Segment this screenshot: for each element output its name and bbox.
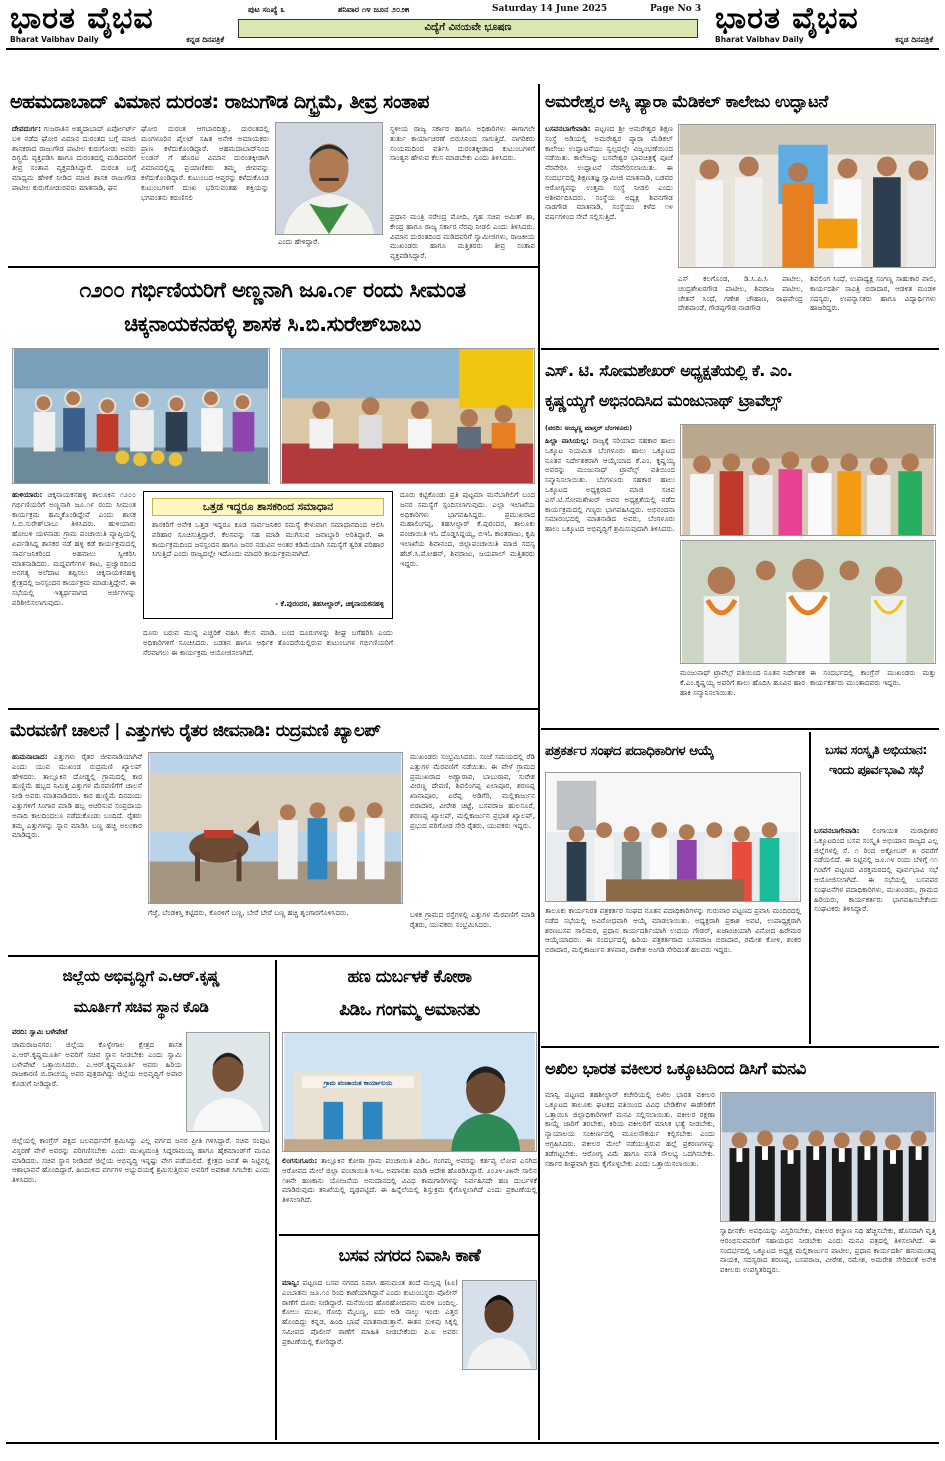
a4-caption: ಮಂಜುನಾಥ್ ಟ್ರಾವೆಲ್ಸ್ ವತಿಯಿಂದ ನೂತನ ನಿರ್ದೇಶಕ ಕೆ.ಎಂ.ಕೃಷ್ಣಯ್ಯ ಅವರಿಗೆ ಶಾಲು ಹೊದಿಸಿ ಹೂವಿನ ಹಾರ ಹಾಕಿ ಸನ್ಮಾನಿಸಲಾಯಿತು. — [680, 668, 805, 697]
logo-subtitle-en: Bharat Vaibhav Daily — [10, 35, 99, 44]
a9-col1 — [282, 1156, 537, 1230]
journalists-group-image — [546, 773, 800, 901]
logo-subtitle — [715, 35, 943, 45]
garland-honor-image — [681, 541, 935, 663]
logo-subtitle-kn: ಕನ್ನಡ ದಿನಪತ್ರಿಕೆ — [186, 35, 224, 44]
divider — [8, 266, 538, 268]
lawyers-memorandum-image — [721, 1093, 935, 1221]
a10-photo — [720, 1092, 936, 1222]
event-photo-image — [13, 349, 269, 483]
a1-col1 — [12, 124, 136, 262]
divider — [541, 1046, 939, 1048]
a9-headline-2: ಪಿಡಿಒ ಗಂಗಮ್ಮ ಅಮಾನತು — [339, 1000, 480, 1020]
a8-col2: ಜಿಲ್ಲೆಯಲ್ಲಿ ಕಾಂಗ್ರೆಸ್ ಪಕ್ಷದ ಬಲವರ್ಧನೆಗೆ ಶ್ರಮಿಸಿದ್ದು ಎಲ್ಲ ವರ್ಗದ ಜನರ ಪ್ರೀತಿ ಗಳಿಸಿದ್ದಾರೆ. ಸಚಿವ ಸಂಪುಟ ವಿಸ್ತರಣೆ ವೇಳೆ ಅವರನ್ನು ಪರಿಗಣಿಸಬೇಕು ಎಂದು ಮುಖ್ಯಮಂತ್ರಿ ಸಿದ್ದರಾಮಯ್ಯ ಹಾಗೂ ಹೈಕಮಾಂಡ್‌ಗೆ ಮನವಿ ಮಾಡಿದರು. ಸಚಿವ ಸ್ಥಾನ ನೀಡಿದರೆ ಜಿಲ್ಲೆಯ ಅಭಿವೃದ್ಧಿ ಇನ್ನಷ್ಟು ವೇಗ ಪಡೆಯಲಿದೆ. ಕ್ಷೇತ್ರದ ಜನತೆ ಈ ನಿಟ್ಟಿನಲ್ಲಿ ಆಶಾಭಾವನೆ ಹೊಂದಿದ್ದಾರೆ. ಹಿಂದುಳಿದ ವರ್ಗಗಳ ಅಭ್ಯುದಯಕ್ಕೆ ಶ್ರಮಿಸುತ್ತಿರುವ ಅವರಿಗೆ ಅವಕಾಶ ಸಿಗಬೇಕು ಎಂದು ತಿಳಿಸಿದರು. — [12, 1136, 270, 1185]
a4-dateline: ಹಿಲ್ಲಾ ವಾಸಿಯಲ್ಲ: — [545, 436, 589, 445]
a9-headline-1: ಹಣ ದುರ್ಬಳಕೆ ಕೋಠಾ — [347, 967, 472, 987]
logo-subtitle — [10, 35, 238, 45]
masthead-rule — [6, 48, 939, 50]
a4-headline-1: ಎಸ್. ಟಿ. ಸೋಮಶೇಖರ್ ಅಧ್ಯಕ್ಷತೆಯಲ್ಲಿ ಕೆ. ಎಂ. — [545, 361, 793, 380]
logo-title: ಭಾರತ ವೈಭವ — [10, 1, 154, 36]
a1-col4: ಪ್ರಧಾನ ಮಂತ್ರಿ ನರೇಂದ್ರ ಮೋದಿ, ಗೃಹ ಸಚಿವ ಅಮಿತ್ ಶಾ, ಕೇಂದ್ರ ಹಾಗೂ ರಾಜ್ಯ ಸರ್ಕಾರ ನೆರವು ನೀಡಲಿ ಎಂದು ತಿಳಿಸಿದರು. ವಿಮಾನ ದುರಂತದಿಂದ ಮಡಿದವರಿಗೆ ಸ್ವಾಮೀಜಿಗಳು, ರಾಜಕೀಯ ಮುಖಂಡರು ಹಾಗೂ ಮತ್ತಿತರರು ತೀವ್ರ ಸಂತಾಪ ವ್ಯಕ್ತಪಡಿಸಿದ್ದಾರೆ. — [390, 212, 535, 261]
a4-text: ರಾಜ್ಯಕ್ಕೆ ಸರಿಯಾದ ಸಹಕಾರ ಹಾಲು ಒಕ್ಕೂಟ ನಿಯಮಿತ ಬೆಂಗಳೂರು ಹಾಲು ಒಕ್ಕೂಟದ ನೂತನ ನಿರ್ದೇಶಕರಾಗಿ ಆಯ್ಕೆಯಾದ ಕೆ.ಎಂ. ಕೃಷ್ಣಯ್ಯ ಅವರನ್ನು ಮಂಜುನಾಥ್ ಟ್ರಾವೆಲ್ಸ್ ವತಿಯಿಂದ ಸನ್ಮಾನಿಸಲಾಯಿತು. ಬೆಂಗಳೂರು ಸಹಕಾರ ಹಾಲು ಒಕ್ಕೂಟದ ಅಧ್ಯಕ್ಷರಾದ ಮಾಜಿ ಸಚಿವ ಎಸ್.ಟಿ.ಸೋಮಶೇಖರ್ ಅವರ ಅಧ್ಯಕ್ಷತೆಯಲ್ಲಿ ನಡೆದ ಕಾರ್ಯಕ್ರಮದಲ್ಲಿ ಗಣ್ಯರು ಭಾಗವಹಿಸಿದ್ದರು. ಅಭಿನಂದನಾ ಸಮಾರಂಭದಲ್ಲಿ ಮಾತನಾಡಿದ ಅವರು, ಬೆಂಗಳೂರು ಹಾಲು ಒಕ್ಕೂಟದ ಅಭಿವೃದ್ಧಿಗೆ ಶ್ರಮಿಸುವುದಾಗಿ ತಿಳಿಸಿದರು. — [545, 436, 675, 534]
divider — [541, 348, 939, 350]
masthead-logo-right — [715, 2, 943, 46]
a2-photo-right — [280, 348, 535, 484]
panchayat-office-image — [283, 1033, 536, 1151]
a1-caption: ಎಂದು ಹೇಳಿದ್ದಾರೆ. — [278, 238, 320, 246]
college-inauguration-image — [679, 125, 935, 267]
a8-byline: ವರದಿ: ಸ್ವಾಮಿ ಬಳೇಪೇಟೆ — [12, 1028, 68, 1036]
meeting-photo-image — [281, 349, 534, 483]
a3-col3: ಶಿವಲಿಂಗ ಸಿಂಧೆ, ಉಪಾಧ್ಯಕ್ಷ ಸಂಗಣ್ಣ ಸಾಹುಕಾರ ವಾಲಿ, ಕಾರ್ಯದರ್ಶಿ ಸಾವಿತ್ರಿ ಬಿರಾದಾರ, ಆಡಳಿತ ಮಂಡಳಿ ಸದಸ್ಯರು, ಉಪನ್ಯಾಸಕರು ಹಾಗೂ ವಿದ್ಯಾರ್ಥಿಗಳು ಹಾಜರಿದ್ದರು. — [810, 274, 936, 313]
office-sign-text: ಗ್ರಾಮ ಪಂಚಾಯತ ಕಾರ್ಯಾಲಯ — [323, 1079, 393, 1088]
a7-headline: ಬಸವ ಸಂಸ್ಕೃತಿ ಅಭಿಯಾನ: ಇಂದು ಪೂರ್ವಭಾವಿ ಸಭೆ — [825, 742, 927, 777]
a2-inset-body: ಶಾಸಕರಿಗೆ ಅನೇಕ ಒತ್ತಡ ಇದ್ದರೂ ಕೂಡ ಸಾರ್ವಜನಿಕರ ಸಮಸ್ಯೆ ಕೇಳುವಾಗ ಸಮಾಧಾನದಿಂದ ಆಲಿಸಿ ಪರಿಹಾರ ಸೂಚಿಸುತ್ತಿದ್ದಾರೆ. ಕೆಲಸವನ್ನು ಸಹ ಮಾಡಿ ಮುಗಿಸುವ ಜವಾಬ್ದಾರಿ ಅರಿತಿದ್ದಾರೆ. ಈ ಕಾರ್ಯಕ್ರಮದಿಂದ ಜನಸ್ಪಂದನ ಹಾಗೂ ಜನರ ನಡುವಿನ ಅಂತರ ಕಡಿಮೆಯಾಗಿ ಸಮಸ್ಯೆಗೆ ತ್ವರಿತ ಪರಿಹಾರ ಸಿಗುತ್ತಿದೆ ಎಂದು ರಾಜ್ಯದಲ್ಲೇ ಇದೊಂದು ಮಾದರಿ ಕಾರ್ಯಕ್ರಮವಾಗಿದೆ. — [152, 520, 384, 559]
a5-text: ಎತ್ತುಗಳು ರೈತರ ಜೀವನಾಡಿಯಾಗಿವೆ ಎಂದು ಯುವ ಮುಖಂಡ ರುದ್ರಮಣಿ ಖ್ಯಾಲಪ್ ಹೇಳಿದರು. ತಾಲ್ಲೂಕಿನ ದೋಡ್ಡಲ್ಲಿ ಗ್ರಾಮದಲ್ಲಿ ಕಾರ ಹುಣ್ಣಿಮೆ ಹಬ್ಬದ ನಿಮಿತ್ತ ಎತ್ತುಗಳ ಮೆರವಣಿಗೆಗೆ ಚಾಲನೆ ನೀಡಿ ಅವರು ಮಾತನಾಡಿದರು. ಕಾರ ಹುಣ್ಣಿಮೆ ದಿನದಂದು ಎತ್ತುಗಳಿಗೆ ಸಿಂಗಾರ ಮಾಡಿ ಹಬ್ಬ ಆಚರಿಸುವ ಸಂಪ್ರದಾಯ ಅನಾದಿ ಕಾಲದಿಂದಲೂ ನಡೆದುಕೊಂಡು ಬಂದಿದೆ. ರೈತರು ತಮ್ಮ ಎತ್ತುಗಳನ್ನು ಸ್ನಾನ ಮಾಡಿಸಿ ಬಣ್ಣ ಹಚ್ಚಿ ಅಲಂಕಾರ ಮಾಡಿದ್ದರು. — [12, 752, 142, 840]
a7-dateline: ಬಸವನಬಾಗೇವಾಡಿ: — [814, 826, 860, 835]
divider — [279, 1234, 538, 1236]
a4-col1 — [545, 436, 675, 691]
a5-headline: ಮೆರವಣಿಗೆ ಚಾಲನೆ | ಎತ್ತುಗಳು ರೈತರ ಜೀವನಾಡಿ: ರುದ್ರಮಣಿ ಖ್ಯಾಲಪ್ — [10, 721, 381, 741]
a4-headline-2: ಕೃಷ್ಣಯ್ಯಗೆ ಅಭಿನಂದಿಸಿದ ಮಂಜುನಾಥ್ ಟ್ರಾವೆಲ್ಸ್ — [545, 391, 782, 410]
a9-text: ತಾಲ್ಲೂಕಿನ ಕೋಠಾ ಗ್ರಾಮ ಪಂಚಾಯಿತಿ ಪಿಡಿಒ ಗಂಗಮ್ಮ ಅವರನ್ನು ಕರ್ತವ್ಯ ಲೋಪ ಎಸಗಿದ ಆರೋಪದ ಮೇಲೆ ಜಿಲ್ಲಾ ಪಂಚಾಯಿತಿ ಸಿಇಒ ಅಮಾನತು ಮಾಡಿ ಆದೇಶ ಹೊರಡಿಸಿದ್ದಾರೆ. ೨೦೨೪-೨೫ನೇ ಸಾಲಿನ ೧೫ನೇ ಹಣಕಾಸು ಯೋಜನೆಯ ಅನುದಾನದಲ್ಲಿ ವಿವಿಧ ಕಾಮಗಾರಿಗಳನ್ನು ನಿರ್ವಹಿಸದೇ ಹಣ ದುರ್ಬಳಕೆ ಮಾಡಿರುವುದು ತನಿಖೆಯಲ್ಲಿ ದೃಢಪಟ್ಟಿದೆ. ಈ ಹಿನ್ನೆಲೆಯಲ್ಲಿ ಶಿಸ್ತುಕ್ರಮ ಕೈಗೊಳ್ಳಲಾಗಿದೆ ಎಂದು ಪ್ರಕಟಣೆಯಲ್ಲಿ ತಿಳಿಸಲಾಗಿದೆ. — [282, 1156, 537, 1205]
a5-caption: ಗೆಜ್ಜೆ, ಬೆಂಡಕಿಸ್ತಿ ಕಟ್ಟಿದರು, ಕೊರಳಿಗೆ ಬಣ್ಣ, ಬೇರೆ ಬೇರೆ ಬಣ್ಣ ಹಚ್ಚಿ ಶೃಂಗಾರಗೊಳಿಸಿದರು. — [148, 908, 349, 917]
divider-vertical — [275, 960, 277, 1440]
a7-col1 — [814, 826, 938, 1038]
a8-headline-2: ಮೂರ್ತಿಗೆ ಸಚಿವ ಸ್ಥಾನ ಕೊಡಿ — [73, 998, 209, 1016]
a10-col2: ಸ್ವಾಧೀನಕೆಲ ಅವಧಿಯನ್ನು ವಿಸ್ತರಿಸಬೇಕು, ವಕೀಲರ ಕಲ್ಯಾಣ ನಿಧಿ ಹೆಚ್ಚಿಸಬೇಕು, ಹೊಸದಾಗಿ ವೃತ್ತಿ ಆರಂಭಿಸುವವರಿಗೆ ಸಹಾಯಧನ ನೀಡಬೇಕು ಎಂದು ಮನವಿ ಪತ್ರದಲ್ಲಿ ತಿಳಿಸಲಾಗಿದೆ. ಈ ಸಂದರ್ಭದಲ್ಲಿ ಒಕ್ಕೂಟದ ಅಧ್ಯಕ್ಷ ಮಲ್ಲಿಕಾರ್ಜುನ ಪಾಟೀಲ, ಪ್ರಧಾನ ಕಾರ್ಯದರ್ಶಿ ಹನುಮಂತಪ್ಪ ನಾಯಕ, ಸದಸ್ಯರಾದ ಶರಣಪ್ಪ, ಬಸವರಾಜ, ವೀರೇಶ, ರಮೇಶ, ಅಮರೇಶ ಸೇರಿದಂತೆ ಅನೇಕ ವಕೀಲರು ಉಪಸ್ಥಿತರಿದ್ದರು. — [720, 1226, 936, 1275]
a2-inset-credit: - ಕೆ.ಪುರಂದರ, ತಹಸೀಲ್ದಾರ್, ಚಿಕ್ಕನಾಯಕನಹಳ್ಳಿ — [275, 600, 384, 608]
divider — [8, 708, 538, 710]
a9-photo — [282, 1032, 537, 1152]
a8-col1: ಚಾಮರಾಜನಗರ: ಜಿಲ್ಲೆಯ ಕೊಳ್ಳೇಗಾಲ ಕ್ಷೇತ್ರದ ಶಾಸಕ ಎ.ಆರ್.ಕೃಷ್ಣಮೂರ್ತಿ ಅವರಿಗೆ ಸಚಿವ ಸ್ಥಾನ ನೀಡಬೇಕು ಎಂದು ಸ್ವಾಮಿ ಬಳೇಪೇಟೆ ಒತ್ತಾಯಿಸಿದರು. ಎ.ಆರ್.ಕೃಷ್ಣಮೂರ್ತಿ ಅವರು ಹಿರಿಯ ರಾಜಕಾರಣಿ ಬಿ.ರಾಚಯ್ಯ ಅವರ ಪುತ್ರರಾಗಿದ್ದು ಜಿಲ್ಲೆಯ ಅಭಿವೃದ್ಧಿಗೆ ಅಪಾರ ಕೊಡುಗೆ ನೀಡಿದ್ದಾರೆ. — [12, 1040, 182, 1089]
a2-headline-2: ಚಿಕ್ಕನಾಯಕನಹಳ್ಳಿ ಶಾಸಕ ಸಿ.ಬಿ.ಸುರೇಶ್‌ಬಾಬು — [124, 312, 421, 336]
a4-photo-bottom — [680, 540, 936, 664]
a7-text: ಲಿಂಗಾಯತ ಮಠಾಧೀಶರ ಒಕ್ಕೂಟದಿಂದ ಬಸವ ಸಂಸ್ಕೃತಿ ಅಭಿಯಾನ ರಾಜ್ಯದ ಎಲ್ಲ ಜಿಲ್ಲೆಗಳಲ್ಲಿ ಸೆ. ೧ ರಿಂದ ಅಕ್ಟೋಬರ್ ೫ ರವರೆಗೆ ನಡೆಯಲಿದೆ. ಈ ನಿಟ್ಟಿನಲ್ಲಿ ಜೂ.೧೪ ರಂದು ಬೆಳಿಗ್ಗೆ ೧೧ ಗಂಟೆಗೆ ಪಟ್ಟಣದ ವಿರಕ್ತಮಠದಲ್ಲಿ ಪೂರ್ವಭಾವಿ ಸಭೆ ಆಯೋಜಿಸಲಾಗಿದೆ. ಈ ಸಭೆಯಲ್ಲಿ ಬಸವಪರ ಸಂಘಟನೆಗಳ ಪದಾಧಿಕಾರಿಗಳು, ಮುಖಂಡರು, ಗ್ರಾಮದ ಹಿರಿಯರು, ಕಾರ್ಯಕರ್ತರು ಭಾಗವಹಿಸಬೇಕೆಂದು ಸಂಘಟಕರು ತಿಳಿಸಿದ್ದಾರೆ. — [814, 826, 938, 914]
a2-dateline: ಹುಳಿಯಾರು: — [12, 490, 43, 499]
a1-col3: ಸ್ಥಳೀಯ ರಾಜ್ಯ ಸರ್ಕಾರ ಹಾಗೂ ಅಧಿಕಾರಿಗಳು ಈಗಾಗಲೇ ತುರ್ತು ಕಾರ್ಯಾಚರಣೆ ಬಿರುಸಿನಿಂದ ಸಾಗುತ್ತಿದೆ. ನಾಗರಿಕರು ಸಂಯಮದಿಂದ ವರ್ತಿಸಿ ದುರಂತಕ್ಕೀಡಾದ ಕುಟುಂಬಗಳಿಗೆ ಸಾಂತ್ವನ ಹೇಳುವ ಕೆಲಸ ಮಾಡಬೇಕು ಎಂದು ತಿಳಿಸಿದರು. — [390, 124, 535, 163]
a4-photo-top — [680, 424, 936, 536]
a2-inset-title: ಒತ್ತಡ ಇದ್ದರೂ ಶಾಸಕರಿಂದ ಸಮಾಧಾನ — [152, 498, 384, 516]
a3-text: ಪಟ್ಟಣದ ಶ್ರೀ ಅಮರೇಶ್ವರ ಶಿಕ್ಷಣ ಸಂಸ್ಥೆ ಅಡಿಯಲ್ಲಿ ಅಮರೇಶ್ವರ ಪ್ಯಾರಾ ಮೆಡಿಕಲ್ ಕಾಲೇಜು ಉದ್ಘಾಟನೆಯು ಸ್ವಲ್ಪದಲ್ಲೇ ವಿಜೃಂಭಣೆಯಿಂದ ನಡೆಯಿತು. ಕಾಲೇಜನ್ನು ಬಸವೇಶ್ವರ ಭಾವಚಿತ್ರಕ್ಕೆ ಪೂಜೆ ನೆರವೇರಿಸಿ ಉದ್ಘಾಟನೆ ನೆರವೇರಿಸಲಾಯಿತು. ಈ ಸಂದರ್ಭದಲ್ಲಿ ಶಿಕ್ಷಣತಜ್ಞ ಸ್ವಾಮೀಜಿ ಮಾತನಾಡಿ, ಬಡವರ ಆರೋಗ್ಯವನ್ನು ಉತ್ತಮ ಸಂಸ್ಥೆ ನೀಡಲಿ ಎಂದು ಅಶೀರ್ವದಿಸಿದರು. ಸಂಸ್ಥೆಯ ಅಧ್ಯಕ್ಷ ಶಿವನಗೌಡ ನಾಡಗೌಡ ಮಾತನಾಡಿ, ಸಂಸ್ಥೆಯು ಕಳೆದ ೧೪ ವರ್ಷಗಳಿಂದ ಸೇವೆ ಸಲ್ಲಿಸುತ್ತಿದೆ. — [545, 124, 673, 222]
a2-headline-1: ೧೨೦೦ ಗರ್ಭಿಣಿಯರಿಗೆ ಅಣ್ಣನಾಗಿ ಜೂ.೧೯ ರಂದು ಸೀಮಂತ — [79, 278, 466, 302]
a11-missing-person-photo — [462, 1280, 537, 1370]
a5-col3: ಮುಖಂಡರು ಸಂಭ್ರಮಿಸಿದರು. ಸಂಜೆ ಸಮಯದಲ್ಲಿ ರೆಡಿ ಎತ್ತುಗಳ ಮೆರವಣಿಗೆ ನಡೆಯಿತು. ಈ ವೇಳೆ ಗ್ರಾಮದ ಪ್ರಮುಖರಾದ ಅಣ್ಣಾರಾವ, ಬಾಬುರಾವ, ಸುರೇಶ ವೀರಣ್ಣ ದೇವಣಿ, ಶಿವಲಿಂಗಪ್ಪ ಏಲಾಪೂರ, ಶರಣಪ್ಪ ಖಾನಾಪೂರ, ಏರೆಪ್ಪ ಅಡಿಗೆರಿ, ಮಲ್ಲಿಕಾರ್ಜುನ ಬಿರಾದಾರ, ವೀರೇಶ ಚಿಟ್ಟೆ, ಬಸವರಾಜ ಹುಲಸೂರೆ, ಶರಣಪ್ಪ ಖ್ಯಾಲಪ್, ಮಲ್ಲಿಕಾರ್ಜುನ ಪ್ರಭಾತ ಖ್ಯಾಲಪ್, ಪ್ರಭುದ ಪರಿಗೋಡ ಸೇರಿ ರೈತರು, ಯುವಕರು ಇದ್ದರು. — [410, 752, 535, 830]
a8-headline-1: ಜಿಲ್ಲೆಯ ಅಭಿವೃದ್ಧಿಗೆ ಎ.ಆರ್.ಕೃಷ್ಣ — [62, 967, 220, 985]
page-number: Page No 3 — [650, 4, 702, 14]
a2-col1 — [12, 490, 136, 702]
a11-col1 — [282, 1278, 458, 1434]
motto-bar: ವಿದ್ಯೆಗೆ ವಿನಯವೇ ಭೂಷಣ — [238, 19, 698, 38]
a2-col4: ದೂರು ಕಟ್ಟಿಕೊಂಡು ಪ್ರತಿ ಪುಟ್ಟಮಾ ಮನೆಬಾಗಿಲಿಗೆ ಬಂದ ಜನರ ಸಮಸ್ಯೆಗೆ ಸ್ಪಂದಿಸಲಾಗುವುದು. ಎಲ್ಲಾ ಇಲಾಖೆಯ ಅಧಿಕಾರಿಗಳು ಭಾಗವಹಿಸಿದ್ದರು. ಪ್ರಮುಖರಾದ ಮಹಾಲಿಂಗಪ್ಪ, ತಹಸೀಲ್ದಾರ್ ಕೆ.ಪುರಂದರ, ತಾಲೂಕು ಪಂಚಾಯಿತಿ ಇಓ ದೊಡ್ಡಸಿದ್ದಯ್ಯ, ಬಿಇಓ ಕಾಂತರಾಜು, ಕೃಷಿ ಇಲಾಖೆಯ ಶಿವಾನಂದ, ಜಿಲ್ಲಾಪಂಚಾಯಿತಿ ಮಾಜಿ ಸದಸ್ಯ ಹೆಚ್.ಸಿ.ಮೋಹನ್, ಶಿವರಾಜು, ಜಯಪಾಲ್ ಮತ್ತಿತರರು ಇದ್ದರು. — [400, 490, 535, 568]
a4-byline: (ವರದಿ: ಅಯ್ಯಣ್ಣ ಮಾಸ್ತರ್ ಬೆಂಗಳೂರು) — [545, 424, 633, 432]
issue-number: ಪುಟ ಸಂಖ್ಯೆ ೩ — [248, 5, 285, 14]
divider-vertical — [809, 732, 811, 1044]
a1-text: ಗುಜರಾತಿನ ಅಹ್ಮದಾಬಾದ್ ಏರ್ಪೋರ್ಟ್ ಬಳಿ ನಡೆದ ಘೋರ ವಿಮಾನ ದುರಂತದ ಬಗ್ಗೆ ಮಾಜಿ ಶಾಸಕರಾದ ರಾಜುಗೌಡ ಪಾಟೀಲ ಕುರುಗೋಡು ಅವರು ದಿಗ್ಭ್ರಮೆ ವ್ಯಕ್ತಪಡಿಸಿ ಹಾಗೂ ದುರಂತದಲ್ಲಿ ಮಡಿದವರಿಗೆ ತೀವ್ರ ಸಂತಾಪ ವ್ಯಕ್ತಪಡಿಸಿದ್ದಾರೆ. ದುರಂತ ಬಗ್ಗೆ ಮಾಧ್ಯಮ ಹೇಳಿಕೆ ನೀಡಿದ ಮಾಜಿ ಶಾಸಕ ರಾಜುಗೌಡ ಪಾಟೀಲ ಕುರುಗೋಡುರವರು ಮಾತನಾಡಿ, ಘನ — [12, 124, 136, 192]
felicitation-group-image — [681, 425, 935, 535]
divider — [541, 728, 939, 730]
logo-subtitle-kn: ಕನ್ನಡ ದಿನಪತ್ರಿಕೆ — [895, 35, 933, 44]
a10-headline: ಅಖಿಲ ಭಾರತ ವಕೀಲರ ಒಕ್ಕೂಟದಿಂದ ಡಿಸಿಗೆ ಮನವಿ — [545, 1059, 806, 1078]
a3-headline: ಅಮರೇಶ್ವರ ಅಸ್ಕಿ ಪ್ಯಾರಾ ಮೆಡಿಕಲ್ ಕಾಲೇಜು ಉದ್ಘಾಟನೆ — [545, 92, 828, 111]
a2-photo-left — [12, 348, 270, 484]
a6-headline: ಪತ್ರಕರ್ತರ ಸಂಘದ ಪದಾಧಿಕಾರಿಗಳ ಆಯ್ಕೆ — [545, 743, 714, 759]
portrait-image — [187, 1033, 269, 1131]
masthead-logo-left — [10, 2, 238, 46]
a9-dateline: ಲಿಂಗಸುಗೂರು: — [282, 1156, 318, 1165]
bottom-rule — [6, 1442, 939, 1444]
kannada-date: ಶನಿವಾರ ೧೪ ಜೂನ ೨೦೨೫ — [338, 5, 410, 14]
a10-col1: ಮಾನ್ವಿ ಪಟ್ಟಣದ ತಹಶೀಲ್ದಾರ್ ಕಚೇರಿಯಲ್ಲಿ ಅಖಿಲ ಭಾರತ ವಕೀಲರ ಒಕ್ಕೂಟದ ತಾಲೂಕು ಘಟಕದ ವತಿಯಿಂದ ವಿವಿಧ ಬೇಡಿಕೆಗಳ ಈಡೇರಿಕೆಗೆ ಒತ್ತಾಯಿಸಿ ಜಿಲ್ಲಾಧಿಕಾರಿಗಳಿಗೆ ಮನವಿ ಸಲ್ಲಿಸಲಾಯಿತು. ವಕೀಲರ ರಕ್ಷಣಾ ಕಾಯ್ದೆ ಜಾರಿಗೆ ತರಬೇಕು, ಕಿರಿಯ ವಕೀಲರಿಗೆ ಮಾಸಿಕ ಭತ್ಯೆ ನೀಡಬೇಕು, ನ್ಯಾಯಾಲಯ ಸಂಕೀರ್ಣದಲ್ಲಿ ಮೂಲಸೌಕರ್ಯ ಕಲ್ಪಿಸಬೇಕು ಎಂದು ಆಗ್ರಹಿಸಿದರು. ವಕೀಲರ ಮೇಲೆ ನಡೆಯುತ್ತಿರುವ ಹಲ್ಲೆ ಪ್ರಕರಣಗಳನ್ನು ತಡೆಗಟ್ಟಬೇಕು. ಆರೋಗ್ಯ ವಿಮೆ ಹಾಗೂ ವಸತಿ ಸೌಲಭ್ಯ ಒದಗಿಸಬೇಕು. ಸರ್ಕಾರ ಶೀಘ್ರವಾಗಿ ಕ್ರಮ ಕೈಗೊಳ್ಳಬೇಕು ಎಂದು ಒತ್ತಾಯಿಸಲಾಯಿತು. — [545, 1090, 715, 1168]
a5-dateline: ಹುಮನಾಬಾದ: — [12, 752, 48, 761]
a2-text: ಚಿಕ್ಕನಾಯಕನಹಳ್ಳಿ ತಾಲೂಕಿನ ೧೨೦೦ ಗರ್ಭಿಣಿಯರಿಗೆ ಅಣ್ಣನಾಗಿ ಜೂ.೧೯ ರಂದು ಸೀಮಂತ ಕಾರ್ಯಕ್ರಮ ಹಮ್ಮಿಕೊಂಡಿದ್ದೇವೆ ಎಂದು ಶಾಸಕ ಸಿ.ಬಿ.ಸುರೇಶ್‌ಬಾಬು ತಿಳಿಸಿದರು. ಹುಳಿಯಾರು ಹೋಬಳಿ ಯಳನಾಡು ಗ್ರಾಮ ಪಂಚಾಯಿತಿ ವ್ಯಾಪ್ತಿಯಲ್ಲಿ ಏರ್ಪಡಿಸಿದ್ದ ಶಾಸಕರ ನಡೆ ಹಳ್ಳಿ ಕಡೆ ಕಾರ್ಯಕ್ರಮದಲ್ಲಿ ಸಾರ್ವಜನಿಕರಿಂದ ಅಹವಾಲು ಸ್ವೀಕರಿಸಿ ಮಾತನಾಡಿದರು. ಮದ್ದವರ್ಗೆಗಳ ಕಾಟ, ಪ್ರಜ್ವಾರದಿಂದ ಅನಗತ್ಯ ಅಲೆದಾಟ ತಪ್ಪಿಸಲು ಚಿಕ್ಕನಾಯಕನಹಳ್ಳಿ ಕ್ಷೇತ್ರದಲ್ಲಿ ಜನಸ್ಪಂದನ ಕಾರ್ಯಕ್ರಮ ಮಾಡುತ್ತಿದ್ದೇನೆ. ಈ ಸಭೆಯಲ್ಲಿ ಇತ್ಯರ್ಥವಾಗದ ಅರ್ಜಿಗಳನ್ನು ಪರಿಶೀಲಿಸಲಾಗುವುದು. — [12, 490, 136, 607]
a5-photo — [148, 752, 403, 904]
logo-subtitle-en: Bharat Vaibhav Daily — [715, 35, 804, 44]
a5-col1 — [12, 752, 142, 950]
masthead-infobar — [238, 3, 702, 41]
a11-headline: ಬಸವ ನಗರದ ನಿವಾಸಿ ಕಾಣೆ — [338, 1246, 481, 1266]
divider-vertical — [538, 84, 540, 1440]
bullock-procession-image — [149, 753, 402, 903]
a8-portrait-photo — [186, 1032, 270, 1132]
english-date: Saturday 14 June 2025 — [492, 4, 608, 14]
a4-caption-2: ಈ ಸಂದರ್ಭದಲ್ಲಿ ಕಾಂಗ್ರೆಸ್ ಮುಖಂಡರು ಮತ್ತು ಕಾರ್ಯಕರ್ತರು ಮುಂತಾದವರು ಇದ್ದರು. — [810, 668, 936, 687]
logo-title: ಭಾರತ ವೈಭವ — [715, 1, 859, 36]
divider — [8, 955, 538, 957]
a2-inset-box — [143, 491, 393, 619]
a1-headline: ಅಹಮದಾಬಾದ್ ವಿಮಾನ ದುರಂತ: ರಾಜುಗೌಡ ದಿಗ್ಭ್ರಮೆ, ತೀವ್ರ ಸಂತಾಪ — [10, 91, 429, 113]
a3-col1 — [545, 124, 673, 342]
a3-dateline: ಬಸವನಬಾಗೇವಾಡಿ: — [545, 124, 591, 133]
a6-photo — [545, 772, 801, 902]
portrait-image — [463, 1281, 536, 1369]
a3-photo — [678, 124, 936, 268]
a2-col3: ದೂರು ಬರುವ ಮುನ್ನ ಎಚ್ಚರಿಕೆ ವಹಿಸಿ ಕೆಲಸ ಮಾಡಿ. ಬಂದ ದೂರುಗಳನ್ನು ಶೀಘ್ರ ಬಗೆಹರಿಸಿ ಎಂದು ಅಧಿಕಾರಿಗಳಿಗೆ ಸೂಚಿಸಿದರು. ಬಡತನ ಹಾಗೂ ಆರ್ಥಿಕ ತೊಂದರೆಯಲ್ಲಿರುವ ಕುಟುಂಬಗಳ ಗರ್ಭಿಣಿಯರಿಗೆ ನೆರವಾಗಲು ಈ ಕಾರ್ಯಕ್ರಮ ಆಯೋಜಿಸಲಾಗಿದೆ. — [143, 628, 393, 657]
a6-col1: ತಾಲೂಕು ಕಾರ್ಯನಿರತ ಪತ್ರಕರ್ತರ ಸಂಘದ ನೂತನ ಪದಾಧಿಕಾರಿಗಳನ್ನು ಗುರುವಾರ ಪಟ್ಟಣದ ಪ್ರವಾಸಿ ಮಂದಿರದಲ್ಲಿ ನಡೆದ ಸಭೆಯಲ್ಲಿ ಅವಿರೋಧವಾಗಿ ಆಯ್ಕೆ ಮಾಡಲಾಯಿತು. ಅಧ್ಯಕ್ಷರಾಗಿ ಪ್ರಕಾಶ ಅವಟಿ, ಉಪಾಧ್ಯಕ್ಷರಾಗಿ ಶರಣಬಸವ ಸಾಲಿಮಠ, ಪ್ರಧಾನ ಕಾರ್ಯದರ್ಶಿಯಾಗಿ ಉದಯ ಗೌಡರ್, ಖಜಾಂಚಿಯಾಗಿ ವಿನೋದ ಹಿರೇಮಠ ಆಯ್ಕೆಯಾದರು. ಈ ಸಂದರ್ಭದಲ್ಲಿ ಹಿರಿಯ ಪತ್ರಕರ್ತರಾದ ಬಸವರಾಜ ಬಿರಾದಾರ, ರಮೇಶ ಕೋಳಿ, ಶಂಕರ ಬಿರಾದಾರ, ಮಲ್ಲಿಕಾರ್ಜುನ ತಳವಾರ, ರಾಕೇಶ ಅಂಗಡಿ ಸೇರಿದಂತೆ ಹಲವರು ಇದ್ದರು. — [545, 906, 801, 955]
a1-col2: ಘೋರ ದುರಂತ ಆಗಬಾರದಿತ್ತು, ದುರಂತದಲ್ಲಿ ಮಂಗಳೂರಿನ ಪೈಲಟ್ ಸಹಿತ ಅನೇಕ ಅಮಾಯಕರು ಪ್ರಾಣ ಕಳೆದುಕೊಂಡಿದ್ದಾರೆ. ಅಹಮದಾಬಾದ್‌ನಿಂದ ಲಂಡನ್ ಗೆ ಹೊರಟ ವಿಮಾನ ದುರಂತಕ್ಕೀಡಾಗಿ ವಿಮಾನದಲ್ಲಿದ್ದ ಪ್ರಯಾಣಿಕರು ತಮ್ಮ ಜೀವವನ್ನು ಕಳೆದುಕೊಂಡಿದ್ದಾರೆ. ಕುಟುಂಬದ ಆಪ್ತರನ್ನು ಕಳೆದುಕೊಂಡ ಕುಟುಂಬಗಳಿಗೆ ದುಃಖ ಭರಿಸುವಂತಹ ಶಕ್ತಿಯನ್ನು ಭಗವಂತನು ಕರುಣಿಸಲಿ — [141, 124, 269, 202]
a5-col3b: ಬಳಿಕ ಗ್ರಾಮದ ರಸ್ತೆಗಳಲ್ಲಿ ಎತ್ತುಗಳ ಮೆರವಣಿಗೆ ಮಾಡಿ ರೈತರು, ಯುವಕರು ಸಂಭ್ರಮಿಸಿದರು. — [410, 910, 535, 929]
a11-dateline: ಮಾನ್ವಿ: — [282, 1278, 300, 1287]
a3-col2: ಎಸ್ ಕಲಗೊಂಡ, ಡಿ.ಸಿ.ಪಿ.ಸಿ ಪಾಟೀಲ, ಚಂದ್ರಶೇಖರಗೌಡ ಪಾಟೀಲ, ಶಿವರಾಜ ಪಾಟೀಲ, ಚೇತನ್ ಸಿಂಧೆ, ಗಣೇಶ ಚೌಹಾಣ, ರಾಘವೇಂದ್ರ ದೇಶಪಾಂಡೆ, ಗೌಡಪ್ಪಗೌಡ ನಾಡಗೌಡ — [678, 274, 803, 313]
a1-dateline: ದೇವದುರ್ಗ: — [12, 124, 42, 133]
a11-text: ಪಟ್ಟಣದ ಬಸವ ನಗರದ ನಿವಾಸಿ ಹನುಮಂತ ತಂದೆ ಮಲ್ಲಪ್ಪ (೩೮) ಎಂಬಾತನು ಜೂ.೧೦ ರಿಂದ ಕಾಣೆಯಾಗಿದ್ದಾನೆ ಎಂದು ಕುಟುಂಬಸ್ಥರು ಪೊಲೀಸ್ ಠಾಣೆಗೆ ದೂರು ನೀಡಿದ್ದಾರೆ. ಮನೆಯಿಂದ ಹೊರಹೋದವನು ಮರಳಿ ಬಂದಿಲ್ಲ. ಕೋಲು ಮುಖ, ಗೋಧಿ ಮೈಬಣ್ಣ, ಐದು ಅಡಿ ನಾಲ್ಕು ಇಂಚು ಎತ್ತರ ಹೊಂದಿದ್ದು ಕನ್ನಡ, ಹಿಂದಿ ಭಾಷೆ ಮಾತನಾಡುತ್ತಾನೆ. ಈತನ ಸುಳಿವು ಸಿಕ್ಕಲ್ಲಿ ಸಮೀಪದ ಪೊಲೀಸ್ ಠಾಣೆಗೆ ಮಾಹಿತಿ ನೀಡಬೇಕೆಂದು ಪಿ.ಐ ಅವರು ಪ್ರಕಟಣೆಯಲ್ಲಿ ಕೋರಿದ್ದಾರೆ. — [282, 1278, 458, 1346]
